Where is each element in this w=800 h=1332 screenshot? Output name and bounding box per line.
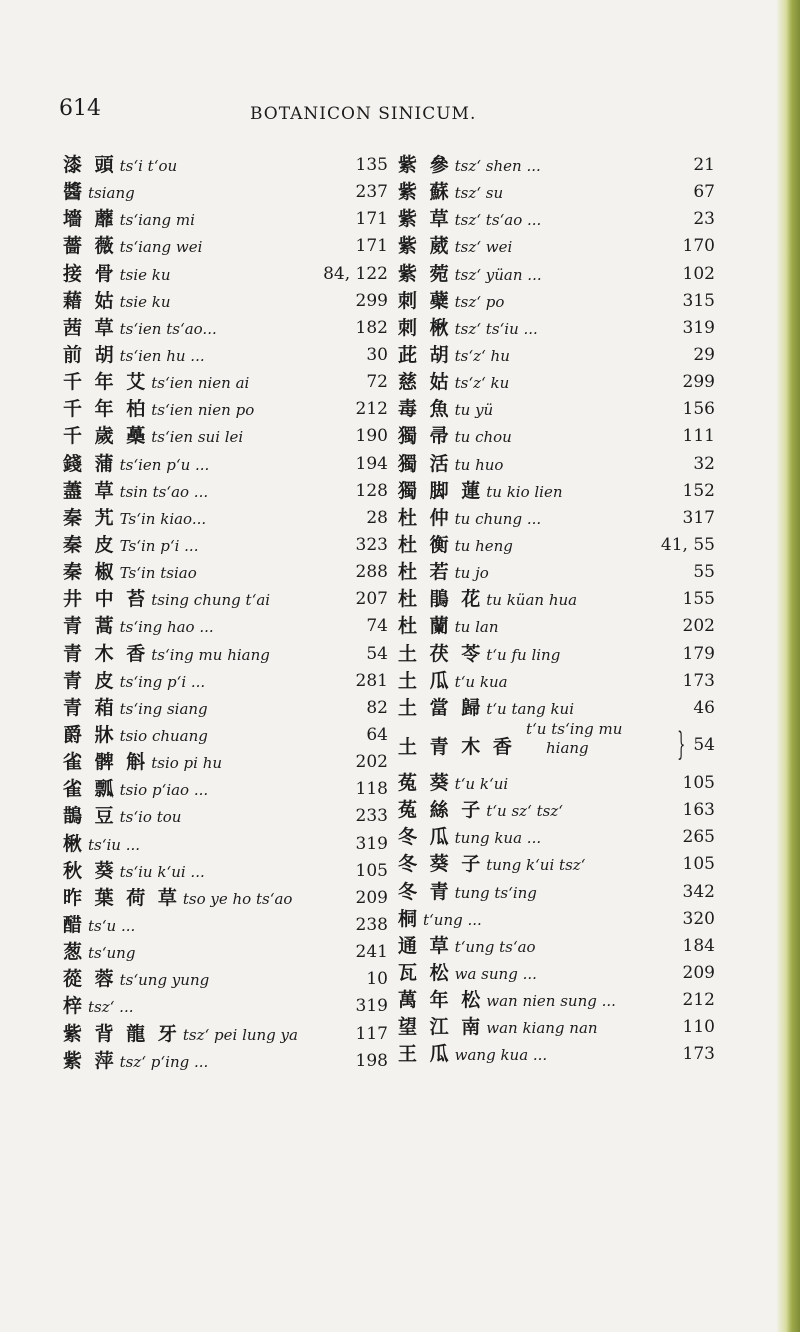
index-entry <box>398 369 715 396</box>
page-reference: 54 <box>364 641 388 668</box>
romanization: tsio p‘iao ... <box>119 781 209 800</box>
page-reference: 67 <box>691 179 715 206</box>
index-entry <box>398 933 715 960</box>
page-reference: 10 <box>364 966 388 993</box>
page-reference: 179 <box>681 641 715 668</box>
chinese-name: 秦 椒 <box>63 561 117 584</box>
romanization: tu yü <box>454 401 494 420</box>
page-reference: 288 <box>354 559 388 586</box>
chinese-name: 萬 年 松 <box>398 989 484 1012</box>
chinese-name: 醬 <box>63 181 86 204</box>
index-entry <box>398 719 715 770</box>
chinese-name: 杜 鵑 花 <box>398 588 484 611</box>
chinese-name: 茈 胡 <box>398 343 452 366</box>
index-entry <box>398 641 715 668</box>
index-entry <box>398 906 715 933</box>
index-entry <box>398 451 715 478</box>
chinese-name: 土 瓜 <box>398 669 452 692</box>
romanization: ts‘ien nien ai <box>151 374 250 393</box>
chinese-name: 獨 脚 蓮 <box>398 479 484 502</box>
romanization: tu chou <box>454 428 512 447</box>
romanization: ts‘ien p‘u ... <box>119 455 210 474</box>
index-entry <box>398 342 715 369</box>
index-entry <box>63 668 388 695</box>
index-entry <box>398 532 715 559</box>
chinese-name: 葱 <box>63 941 86 964</box>
romanization: t‘u kua <box>454 672 508 691</box>
romanization: ts‘io tou <box>119 808 182 827</box>
romanization: ts‘ing mu hiang <box>151 645 270 664</box>
romanization: ts‘ien hu ... <box>119 346 205 365</box>
page-reference: 323 <box>354 532 388 559</box>
page-reference: 241 <box>354 939 388 966</box>
page-reference: 55 <box>691 559 715 586</box>
chinese-name: 雀 髀 斛 <box>63 751 149 774</box>
chinese-name: 漆 頭 <box>63 154 117 176</box>
chinese-name: 錢 蒲 <box>63 452 117 475</box>
index-entry <box>63 993 388 1020</box>
index-entry <box>63 233 388 260</box>
romanization: Ts‘in p‘i ... <box>119 536 199 555</box>
page-reference: 184 <box>681 933 715 960</box>
chinese-name: 秋 葵 <box>63 859 117 882</box>
page-reference: 233 <box>354 803 388 830</box>
page-reference: 102 <box>681 261 715 288</box>
chinese-name: 土 茯 苓 <box>398 642 484 665</box>
romanization-line-1: t‘u ts‘ing mu <box>526 719 623 738</box>
chinese-name: 鵲 豆 <box>63 805 117 828</box>
index-entry <box>398 987 715 1014</box>
page-reference: 212 <box>354 396 388 423</box>
page-reference: 82 <box>364 695 388 722</box>
page-reference: 319 <box>354 993 388 1020</box>
romanization: ts‘z‘ ku <box>454 374 510 393</box>
index-entry <box>398 423 715 450</box>
page-reference: 171 <box>354 233 388 260</box>
index-entry <box>63 451 388 478</box>
romanization: tsz‘ shen ... <box>454 157 541 175</box>
page-reference: 202 <box>681 613 715 640</box>
index-entry <box>63 288 388 315</box>
romanization: tsio chuang <box>119 726 208 745</box>
chinese-name: 獨 帚 <box>398 425 452 448</box>
romanization-line-2: hiang <box>546 738 589 757</box>
index-entry <box>398 179 715 206</box>
romanization: ts‘ien nien po <box>151 401 255 420</box>
romanization: ts‘ing p‘i ... <box>119 672 206 691</box>
index-entry <box>398 1041 715 1068</box>
index-entry <box>63 315 388 342</box>
index-entry <box>63 1021 388 1048</box>
chinese-name: 青 木 香 <box>63 642 149 665</box>
page-reference: 281 <box>354 668 388 695</box>
romanization: ts‘ung yung <box>119 971 210 990</box>
page-reference: 182 <box>354 315 388 342</box>
index-entry <box>398 315 715 342</box>
romanization: tsing chung t‘ai <box>151 591 271 610</box>
index-entry <box>63 966 388 993</box>
index-entry <box>63 478 388 505</box>
page-reference: 156 <box>681 396 715 423</box>
page-reference: 207 <box>354 586 388 613</box>
chinese-name: 接 骨 <box>63 262 117 285</box>
chinese-name: 毒 魚 <box>398 398 452 421</box>
index-entry <box>63 641 388 668</box>
romanization: tsz‘ wei <box>454 238 513 257</box>
chinese-name: 紫 萍 <box>63 1049 117 1072</box>
index-entry <box>63 179 388 206</box>
page-reference: 342 <box>681 879 715 906</box>
romanization: ts‘z‘ hu <box>454 346 510 365</box>
romanization: tung ts‘ing <box>454 883 537 902</box>
romanization: tsz‘ ts‘iu ... <box>454 319 538 338</box>
romanization: tsz‘ po <box>454 292 505 311</box>
chinese-name: 井 中 苔 <box>63 588 149 611</box>
index-entry <box>398 478 715 505</box>
chinese-name: 通 草 <box>398 934 452 957</box>
chinese-name: 紫 參 <box>398 154 452 176</box>
index-entry <box>63 505 388 532</box>
chinese-name: 冬 青 <box>398 880 452 903</box>
chinese-name: 楸 <box>63 832 86 855</box>
page-reference: 319 <box>681 315 715 342</box>
index-entry <box>398 396 715 423</box>
index-entry <box>63 749 388 776</box>
index-entry <box>398 879 715 906</box>
page-reference: 170 <box>681 233 715 260</box>
page-reference: 209 <box>681 960 715 987</box>
chinese-name: 秦 艽 <box>63 506 117 529</box>
romanization: ts‘iang mi <box>119 211 195 230</box>
chinese-name: 青 皮 <box>63 669 117 692</box>
index-entry <box>63 695 388 722</box>
chinese-name: 桐 <box>398 907 421 930</box>
chinese-name: 刺 蘗 <box>398 289 452 312</box>
book-edge <box>776 0 800 1332</box>
index-entry <box>398 261 715 288</box>
chinese-name: 杜 若 <box>398 561 452 584</box>
index-entry <box>398 668 715 695</box>
chinese-name: 王 瓜 <box>398 1043 452 1066</box>
romanization: tsin ts‘ao ... <box>119 482 209 501</box>
romanization: tsz‘ ts‘ao ... <box>454 211 542 230</box>
page-reference: 198 <box>354 1048 388 1075</box>
index-entry <box>63 803 388 830</box>
index-entry <box>63 776 388 803</box>
romanization: tu heng <box>454 536 513 555</box>
romanization: tu küan hua <box>486 591 578 610</box>
page-reference: 209 <box>354 885 388 912</box>
romanization: tung kua ... <box>454 829 542 848</box>
index-entry <box>398 586 715 613</box>
index-entry <box>63 559 388 586</box>
chinese-name: 茜 草 <box>63 316 117 339</box>
chinese-name: 秦 皮 <box>63 533 117 556</box>
romanization: ts‘ung <box>88 944 136 963</box>
page-reference: 21 <box>691 152 715 179</box>
index-entry <box>63 396 388 423</box>
page-reference: 212 <box>681 987 715 1014</box>
index-entry <box>63 858 388 885</box>
page-reference: 110 <box>681 1014 715 1041</box>
romanization: tu huo <box>454 455 504 474</box>
chinese-name: 冬 瓜 <box>398 826 452 849</box>
page-reference: 117 <box>354 1021 388 1048</box>
chinese-name: 藎 草 <box>63 479 117 502</box>
page-reference: 155 <box>681 586 715 613</box>
chinese-name: 昨 葉 荷 草 <box>63 886 180 909</box>
chinese-name: 紫 菀 <box>398 262 452 285</box>
chinese-name: 菟 絲 子 <box>398 799 484 822</box>
romanization: t‘u tang kui <box>486 699 575 718</box>
chinese-name: 紫 蘇 <box>398 181 452 204</box>
index-entry <box>63 722 388 749</box>
page-reference: 317 <box>681 505 715 532</box>
index-entry <box>398 1014 715 1041</box>
romanization: tsz‘ ... <box>88 998 134 1017</box>
chinese-name: 藉 姑 <box>63 289 117 312</box>
page-reference: 64 <box>364 722 388 749</box>
index-entry <box>63 586 388 613</box>
chinese-name: 杜 衡 <box>398 533 452 556</box>
index-entry <box>63 369 388 396</box>
chinese-name: 菟 葵 <box>398 771 452 794</box>
chinese-name: 冬 葵 子 <box>398 853 484 876</box>
page-reference: 171 <box>354 206 388 233</box>
index-entry <box>63 885 388 912</box>
page-reference: 265 <box>681 824 715 851</box>
index-column-right <box>398 152 715 1069</box>
index-entry <box>63 423 388 450</box>
romanization: ts‘ing hao ... <box>119 618 214 637</box>
page-reference: 84, 122 <box>321 261 388 288</box>
page-reference: 41, 55 <box>659 532 715 559</box>
romanization: tsz‘ yüan ... <box>454 265 542 284</box>
index-entry <box>398 559 715 586</box>
romanization: tsz‘ su <box>454 184 504 203</box>
romanization: tsio pi hu <box>151 754 223 773</box>
chinese-name: 土 當 歸 <box>398 696 484 719</box>
index-entry <box>63 152 388 179</box>
romanization: Ts‘in tsiao <box>119 564 197 583</box>
page-reference: 29 <box>691 342 715 369</box>
index-entry <box>63 532 388 559</box>
page-reference: 299 <box>354 288 388 315</box>
page-reference: 173 <box>681 668 715 695</box>
page-reference: 238 <box>354 912 388 939</box>
romanization: tu chung ... <box>454 509 542 528</box>
index-entry <box>398 288 715 315</box>
page-reference: 72 <box>364 369 388 396</box>
page-reference: 152 <box>681 478 715 505</box>
page-reference: 237 <box>354 179 388 206</box>
romanization: ts‘iu k‘ui ... <box>119 862 205 881</box>
chinese-name: 望 江 南 <box>398 1016 484 1039</box>
romanization: ts‘ien sui lei <box>151 428 244 447</box>
chinese-name: 獨 活 <box>398 452 452 475</box>
chinese-name: 刺 楸 <box>398 316 452 339</box>
index-entry <box>398 152 715 179</box>
page-reference: 118 <box>354 776 388 803</box>
page-reference: 54 <box>693 734 715 755</box>
index-entry <box>63 939 388 966</box>
chinese-name: 梓 <box>63 995 86 1018</box>
chinese-name: 爵 牀 <box>63 723 117 746</box>
chinese-name: 前 胡 <box>63 343 117 366</box>
chinese-name: 杜 蘭 <box>398 615 452 638</box>
romanization: ts‘iu ... <box>88 835 141 854</box>
chinese-name: 墻 蘼 <box>63 208 117 231</box>
chinese-name: 瓦 松 <box>398 961 452 984</box>
index-entry <box>63 206 388 233</box>
romanization: tsz‘ pei lung ya <box>182 1025 298 1044</box>
romanization: tu kio lien <box>486 482 563 501</box>
chinese-name: 雀 瓢 <box>63 778 117 801</box>
chinese-name: 千 歲 蘽 <box>63 425 149 448</box>
index-entry <box>398 851 715 878</box>
page-reference: 128 <box>354 478 388 505</box>
running-title: BOTANICON SINICUM. <box>250 104 477 124</box>
romanization: t‘u k‘ui <box>454 774 509 793</box>
index-entry <box>398 695 715 722</box>
page-reference: 46 <box>691 695 715 722</box>
page-reference: 319 <box>354 831 388 858</box>
index-entry <box>63 261 388 288</box>
index-entry <box>398 206 715 233</box>
romanization: ts‘u ... <box>88 916 136 935</box>
page-reference: 105 <box>681 770 715 797</box>
romanization: wang kua ... <box>454 1046 548 1065</box>
chinese-name: 紫 葳 <box>398 235 452 258</box>
page-reference: 173 <box>681 1041 715 1068</box>
romanization: tsie ku <box>119 292 171 311</box>
chinese-name: 紫 背 龍 牙 <box>63 1022 180 1045</box>
page-reference: 111 <box>681 423 715 450</box>
romanization: t‘u sz‘ tsz‘ <box>486 802 563 821</box>
page-reference: 74 <box>364 613 388 640</box>
page-reference: 28 <box>364 505 388 532</box>
romanization: Ts‘in kiao... <box>119 509 207 528</box>
romanization: ts‘iang wei <box>119 238 203 257</box>
index-entry <box>63 912 388 939</box>
index-entry <box>398 960 715 987</box>
page-reference: 23 <box>691 206 715 233</box>
page-reference: 190 <box>354 423 388 450</box>
chinese-name: 土 青 木 香 <box>398 735 515 758</box>
romanization: tsz‘ p‘ing ... <box>119 1052 209 1071</box>
chinese-name: 慈 姑 <box>398 371 452 394</box>
page-reference: 315 <box>681 288 715 315</box>
index-entry <box>63 1048 388 1075</box>
index-entry <box>398 797 715 824</box>
romanization: tung k‘ui tsz‘ <box>486 856 586 875</box>
romanization: ts‘i t‘ou <box>119 157 178 175</box>
page-reference: 135 <box>354 152 388 179</box>
romanization: t‘ung ... <box>423 910 482 929</box>
romanization: t‘ung ts‘ao <box>454 937 536 956</box>
romanization: tso ye ho ts‘ao <box>182 889 293 908</box>
romanization: ts‘ing siang <box>119 699 208 718</box>
page-reference: 32 <box>691 451 715 478</box>
chinese-name: 千 年 柏 <box>63 398 149 421</box>
chinese-name: 紫 草 <box>398 208 452 231</box>
index-entry <box>63 831 388 858</box>
page-reference: 299 <box>681 369 715 396</box>
page-reference: 320 <box>681 906 715 933</box>
romanization: tsie ku <box>119 265 171 284</box>
index-entry <box>63 613 388 640</box>
index-entry <box>398 613 715 640</box>
page-reference: 163 <box>681 797 715 824</box>
chinese-name: 青 蒿 <box>63 615 117 638</box>
romanization: wa sung ... <box>454 964 537 983</box>
chinese-name: 千 年 艾 <box>63 371 149 394</box>
index-entry <box>63 342 388 369</box>
index-column-left <box>63 152 388 1075</box>
page-reference: 105 <box>681 851 715 878</box>
romanization: t‘u fu ling <box>486 645 561 664</box>
chinese-name: 杜 仲 <box>398 506 452 529</box>
page-reference: 202 <box>354 749 388 776</box>
index-entry <box>398 824 715 851</box>
romanization: wan nien sung ... <box>486 992 616 1011</box>
romanization: tu lan <box>454 618 499 637</box>
romanization: wan kiang nan <box>486 1019 598 1038</box>
page-reference: 194 <box>354 451 388 478</box>
brace: } <box>676 724 685 763</box>
chinese-name: 青 葙 <box>63 696 117 719</box>
index-entry <box>398 505 715 532</box>
romanization: tsiang <box>88 184 135 203</box>
page-reference: 105 <box>354 858 388 885</box>
romanization: tu jo <box>454 564 489 583</box>
page-reference: 30 <box>364 342 388 369</box>
chinese-name: 醋 <box>63 913 86 936</box>
index-entry <box>398 770 715 797</box>
page-number: 614 <box>59 96 101 121</box>
chinese-name: 薔 薇 <box>63 235 117 258</box>
romanization: ts‘ien ts‘ao... <box>119 319 217 338</box>
index-entry <box>398 233 715 260</box>
chinese-name: 蓯 蓉 <box>63 968 117 991</box>
